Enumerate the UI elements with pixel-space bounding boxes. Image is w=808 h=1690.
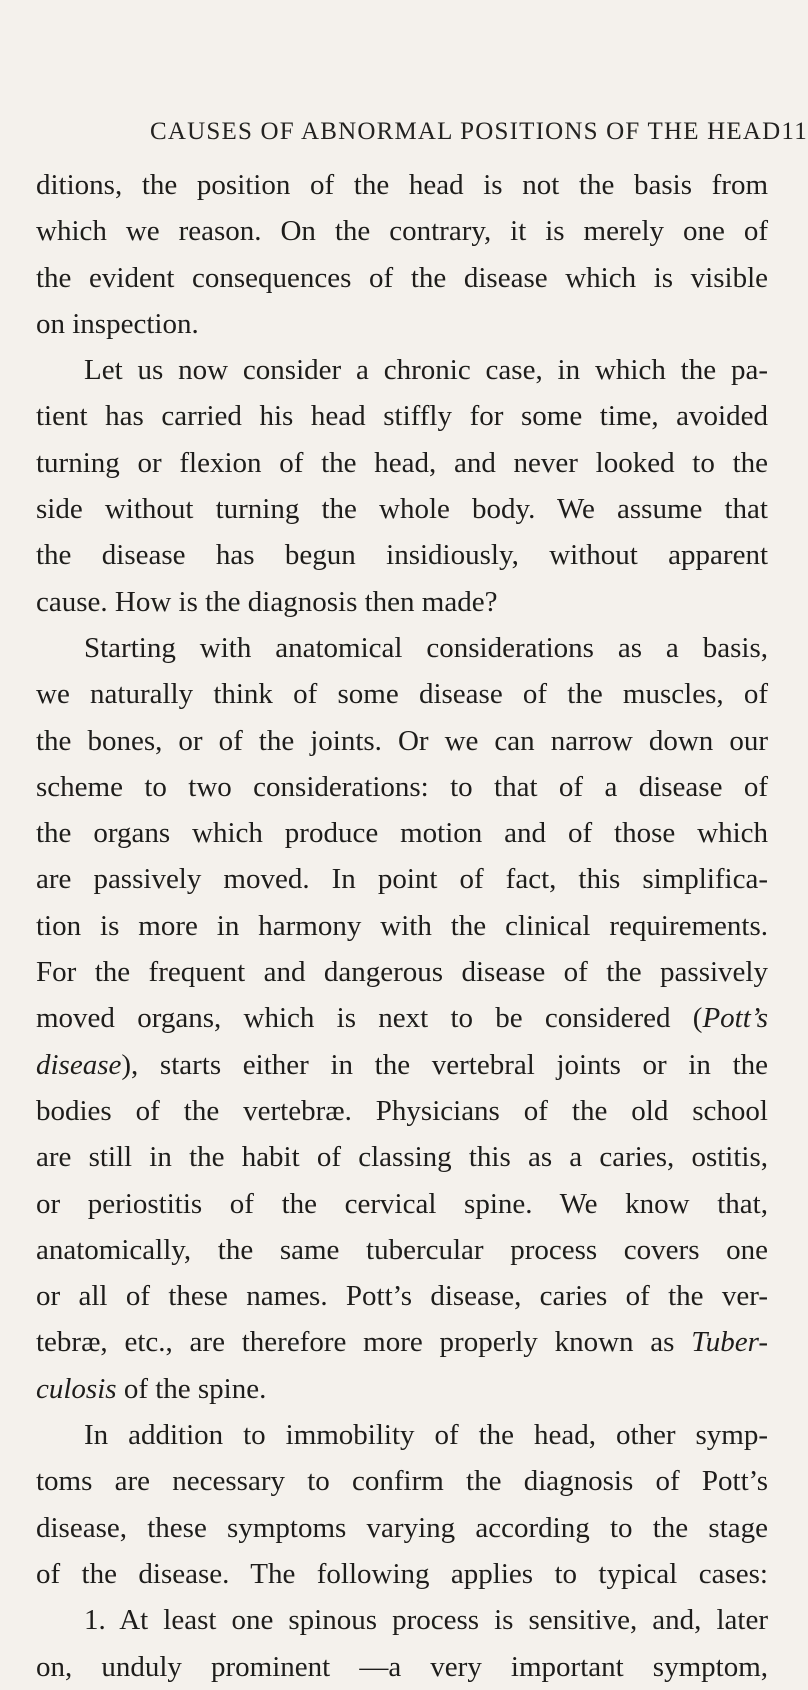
text-line: toms are necessary to confirm the diagnosis of Pott’s	[36, 1465, 768, 1498]
text-line: culosis of the spine.	[36, 1372, 267, 1405]
text-line: moved organs, which is next to be considered (Pott’s	[36, 1002, 768, 1035]
text-line: the organs which produce motion and of those which	[36, 817, 768, 850]
text-line: tient has carried his head stiffly for some time, avoided	[36, 400, 768, 433]
text-line: ditions, the position of the head is not the basis from	[36, 169, 768, 201]
text-line: disease, these symptoms varying according to the stage	[36, 1511, 768, 1544]
running-head-title: CAUSES OF ABNORMAL POSITIONS OF THE HEAD	[150, 118, 782, 145]
text-line: scheme to two considerations: to that of a disease of	[36, 770, 768, 803]
italic-text: Pott’s	[702, 1002, 768, 1035]
text-line: side without turning the whole body. We assume that	[36, 493, 768, 526]
text-line: cause. How is the diagnosis then made?	[36, 585, 498, 618]
text-line: the bones, or of the joints. Or we can narrow down our	[36, 724, 768, 757]
text-line: tion is more in harmony with the clinical requirements.	[36, 909, 768, 942]
text-line: of the disease. The following applies to typical cases:	[36, 1557, 768, 1590]
paragraph-first-line: Starting with anatomical considerations as a basis,	[84, 631, 768, 664]
text-line: we naturally think of some disease of the muscles, of	[36, 678, 768, 711]
italic-text: culosis	[36, 1372, 117, 1405]
text-line: the evident consequences of the disease which is visible	[36, 261, 768, 294]
paragraph-first-line: In addition to immobility of the head, other symp-	[84, 1419, 768, 1452]
text-line: on, unduly prominent —a very important symptom,	[36, 1650, 768, 1683]
page-number: 11	[781, 118, 808, 145]
text-line: or all of these names. Pott’s disease, caries of the ver-	[36, 1280, 768, 1313]
text-line: anatomically, the same tubercular process covers one	[36, 1233, 768, 1266]
text-line: turning or flexion of the head, and never looked to the	[36, 446, 768, 479]
text-line: tebræ, etc., are therefore more properly known as Tuber-	[36, 1326, 768, 1359]
running-head	[150, 118, 808, 152]
italic-text: disease	[36, 1048, 122, 1081]
text-line: For the frequent and dangerous disease of the passively	[36, 956, 768, 989]
italic-text: Tuber-	[691, 1326, 768, 1359]
text-line: or periostitis of the cervical spine. We know that,	[36, 1187, 768, 1220]
text-line: the disease has begun insidiously, without apparent	[36, 539, 768, 572]
paragraph-first-line: Let us now consider a chronic case, in which the pa-	[84, 354, 768, 387]
body-text	[36, 162, 768, 1690]
text-line: disease), starts either in the vertebral joints or in the	[36, 1048, 768, 1081]
text-line: bodies of the vertebræ. Physicians of the old school	[36, 1094, 768, 1127]
text-line: are passively moved. In point of fact, this simplifica-	[36, 863, 768, 896]
paragraph-first-line: 1. At least one spinous process is sensitive, and, later	[84, 1604, 768, 1637]
text-line: on inspection.	[36, 307, 199, 340]
text-line: are still in the habit of classing this as a caries, ostitis,	[36, 1141, 768, 1174]
text-line: which we reason. On the contrary, it is merely one of	[36, 215, 768, 248]
